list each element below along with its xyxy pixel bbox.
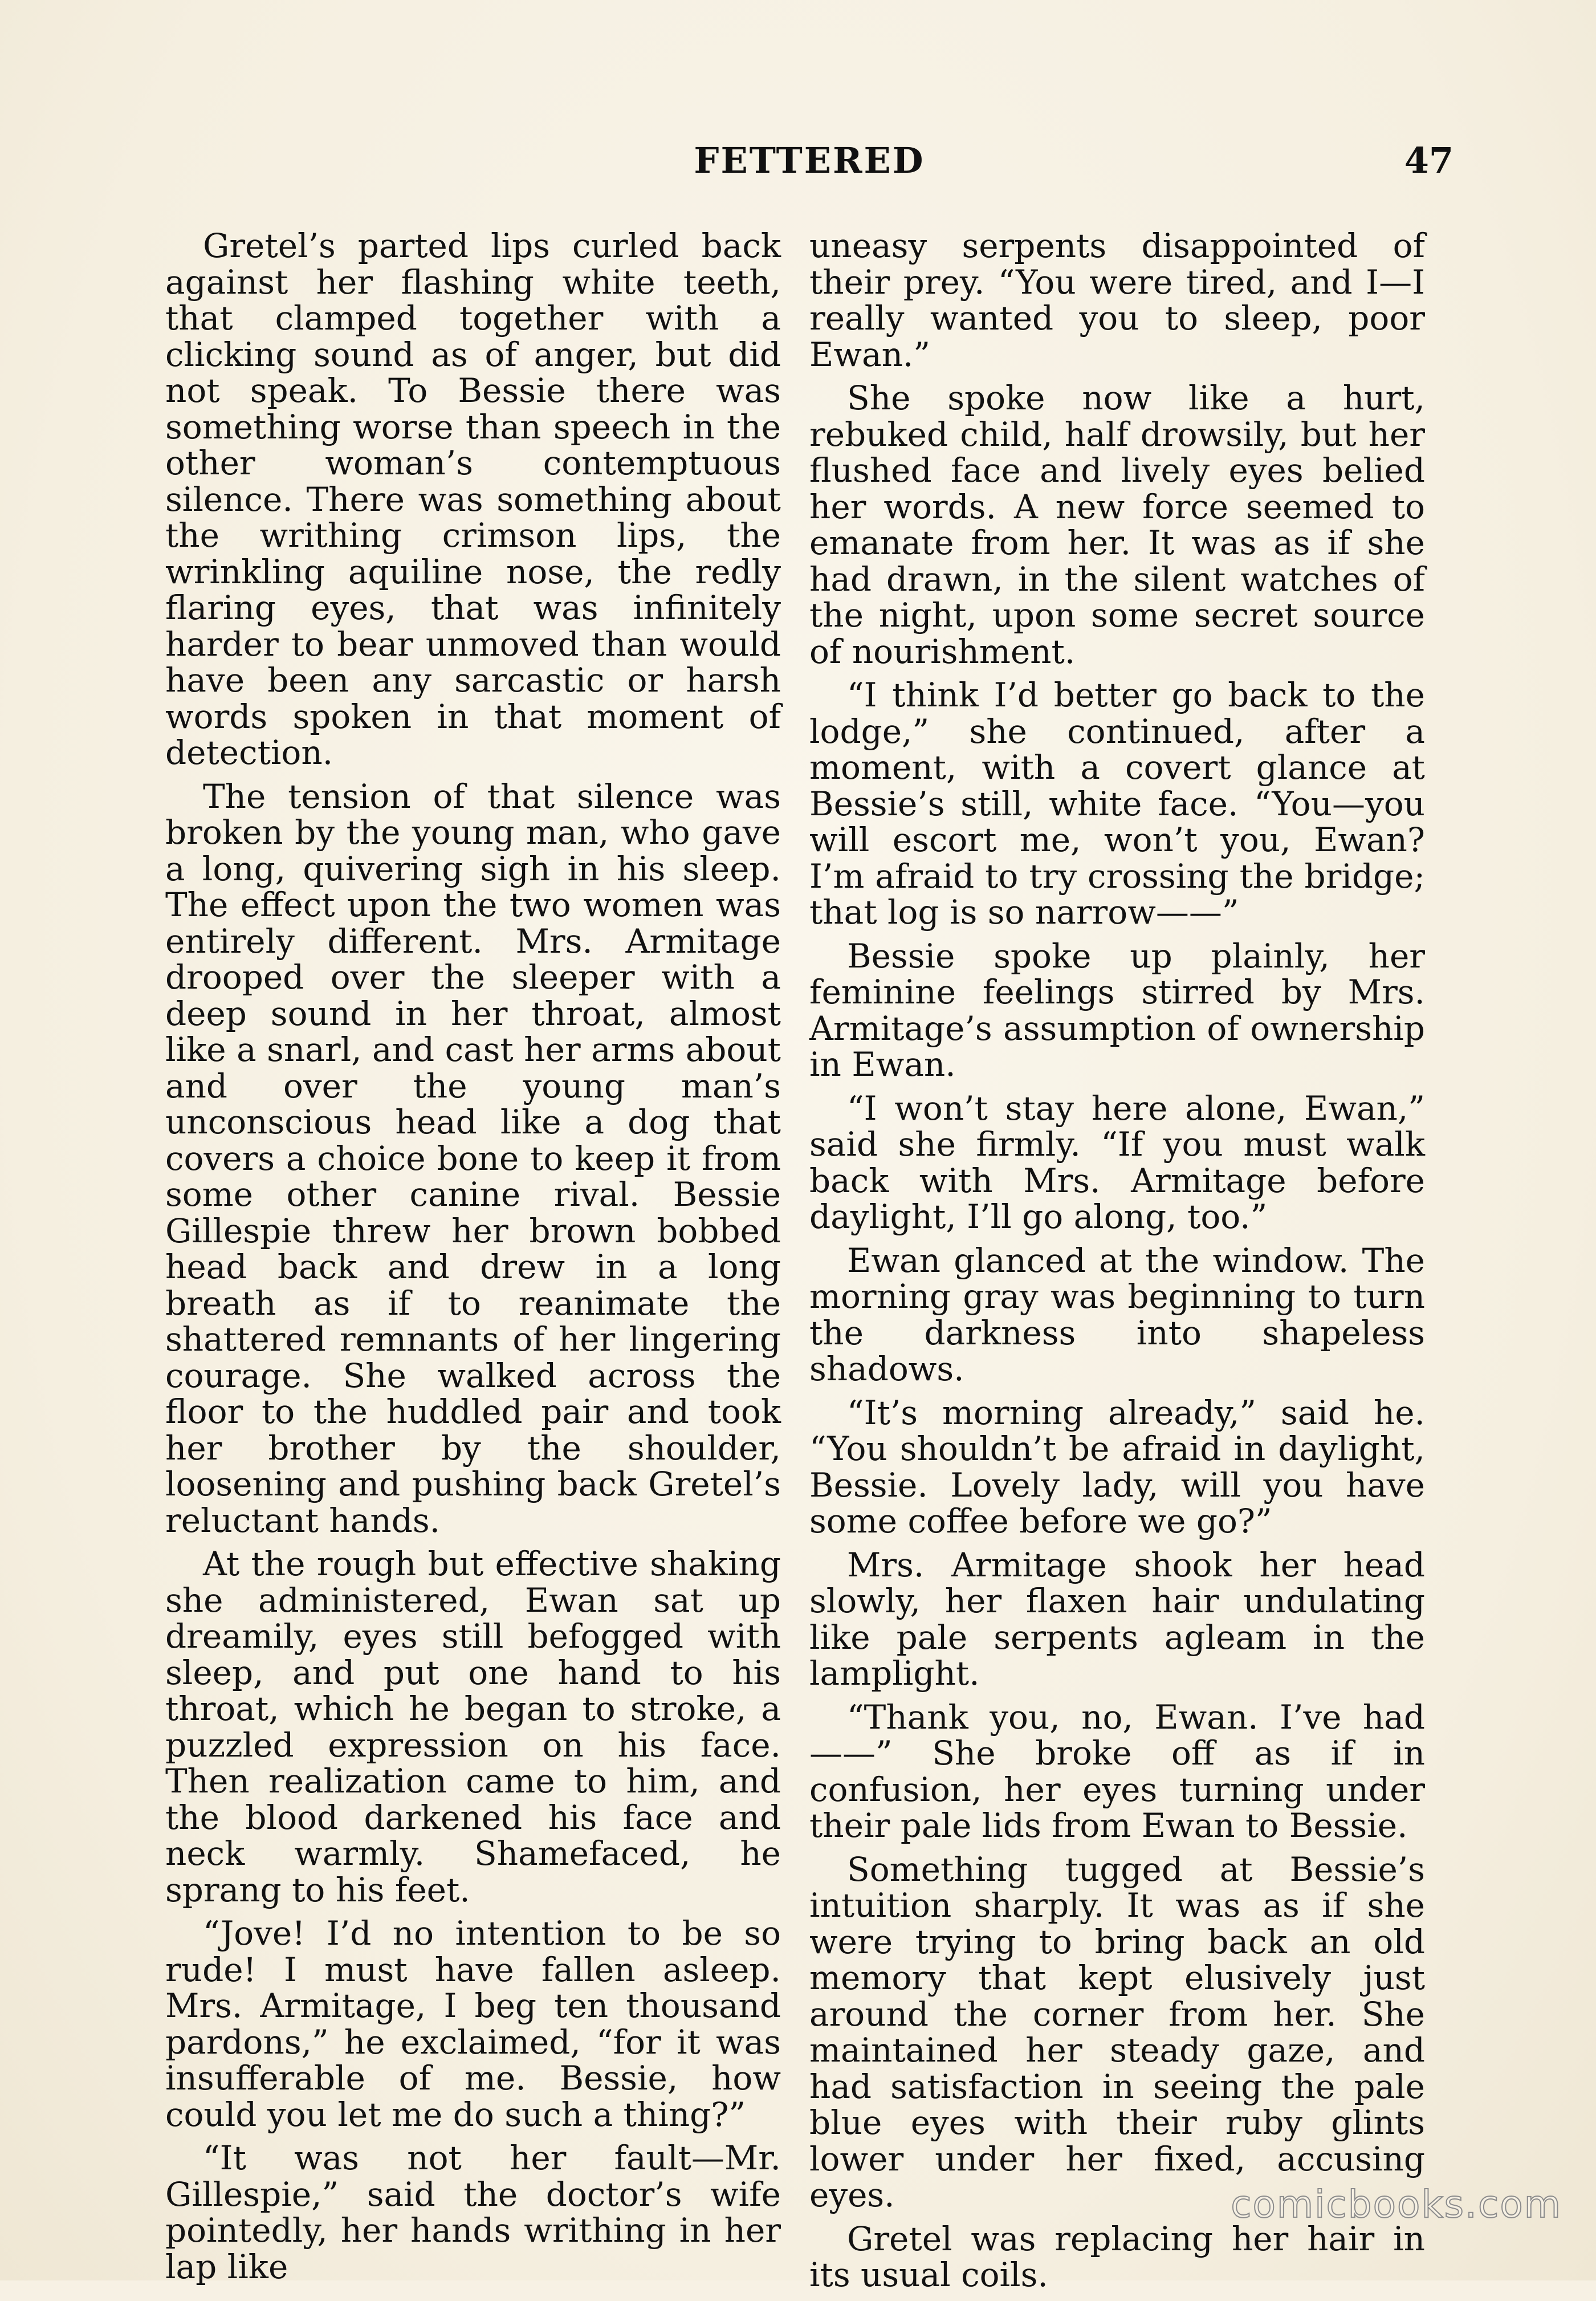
paragraph: “Jove! I’d no intention to be so rude! I must have fallen asleep. Mrs. Armitage, I beg ten thousand pardons,” he exclaimed, “for it was insufferable of me. Bessie, how could you let me do such a thing?” (165, 1914, 781, 2134)
paragraph: Bessie spoke up plainly, her feminine feelings stirred by Mrs. Armitage’s assumption of ownership in Ewan. (809, 936, 1425, 1084)
paragraph: “It was not her fault—Mr. Gillespie,” said the doctor’s wife pointedly, her hands writhing in her lap like (165, 2139, 781, 2286)
paragraph: Ewan glanced at the window. The morning gray was beginning to turn the darkness into shapeless shadows. (809, 1241, 1425, 1388)
paragraph: Gretel was replacing her hair in its usual coils. (809, 2219, 1425, 2294)
paragraph: Gretel’s parted lips curled back against her flashing white teeth, that clamped together with a clicking sound as of anger, but did not speak. To Bessie there was something worse than speech in the other woman’s contemptuous silence. There was something about the writhing crimson lips, the wrinkling aquiline nose, the redly flaring eyes, that was infinitely harder to bear unmoved than would have been any sarcastic or harsh words spoken in that moment of detection. (165, 226, 781, 772)
paragraph: At the rough but effective shaking she administered, Ewan sat up dreamily, eyes still befogged with sleep, and put one hand to his throat, which he began to stroke, a puzzled expression on his face. Then realization came to him, and the blood darkened his face and neck warmly. Shamefaced, he sprang to his feet. (165, 1544, 781, 1909)
right-column (809, 228, 1425, 2301)
paragraph: Something tugged at Bessie’s intuition sharply. It was as if she were trying to bring back an old memory that kept elusively just around the corner from her. She maintained her steady gaze, and had satisfaction in seeing the pale blue eyes with their ruby glints lower under her fixed, accusing eyes. (809, 1849, 1425, 2214)
paragraph: “I won’t stay here alone, Ewan,” said she firmly. “If you must walk back with Mrs. Armitage before daylight, I’ll go along, too.” (809, 1088, 1425, 1236)
page-number: 47 (1404, 140, 1453, 181)
paragraph-continued: uneasy serpents disappointed of their prey. “You were tired, and I—I really wanted you to sleep, poor Ewan.” (809, 226, 1425, 374)
left-column (165, 228, 781, 2292)
paragraph: Mrs. Armitage shook her head slowly, her flaxen hair undulating like pale serpents agleam in the lamplight. (809, 1545, 1425, 1693)
paragraph: “Thank you, no, Ewan. I’ve had ——” She broke off as if in confusion, her eyes turning under their pale lids from Ewan to Bessie. (809, 1697, 1425, 1845)
watermark-logo: comicbooks.com (1231, 2182, 1562, 2226)
running-title: FETTERED (694, 140, 925, 181)
paragraph: “I think I’d better go back to the lodge,” she continued, after a moment, with a covert glance at Bessie’s still, white face. “You—you will escort me, won’t you, Ewan? I’m afraid to try crossing the bridge; that log is so narrow——” (809, 676, 1425, 932)
paragraph: She spoke now like a hurt, rebuked child, half drowsily, but her flushed face and lively eyes belied her words. A new force seemed to emanate from her. It was as if she had drawn, in the silent watches of the night, upon some secret source of nourishment. (809, 379, 1425, 671)
page-header (165, 140, 1453, 191)
paragraph: “It’s morning already,” said he. “You shouldn’t be afraid in daylight, Bessie. Lovely lady, will you have some coffee before we go?” (809, 1393, 1425, 1540)
paragraph: The tension of that silence was broken by the young man, who gave a long, quivering sigh in his sleep. The effect upon the two women was entirely different. Mrs. Armitage drooped over the sleeper with a deep sound in her throat, almost like a snarl, and cast her arms about and over the young man’s unconscious head like a dog that covers a choice bone to keep it from some other canine rival. Bessie Gillespie threw her brown bobbed head back and drew in a long breath as if to reanimate the shattered remnants of her lingering courage. She walked across the floor to the huddled pair and took her brother by the shoulder, loosening and pushing back Gretel’s reluctant hands. (165, 777, 781, 1540)
